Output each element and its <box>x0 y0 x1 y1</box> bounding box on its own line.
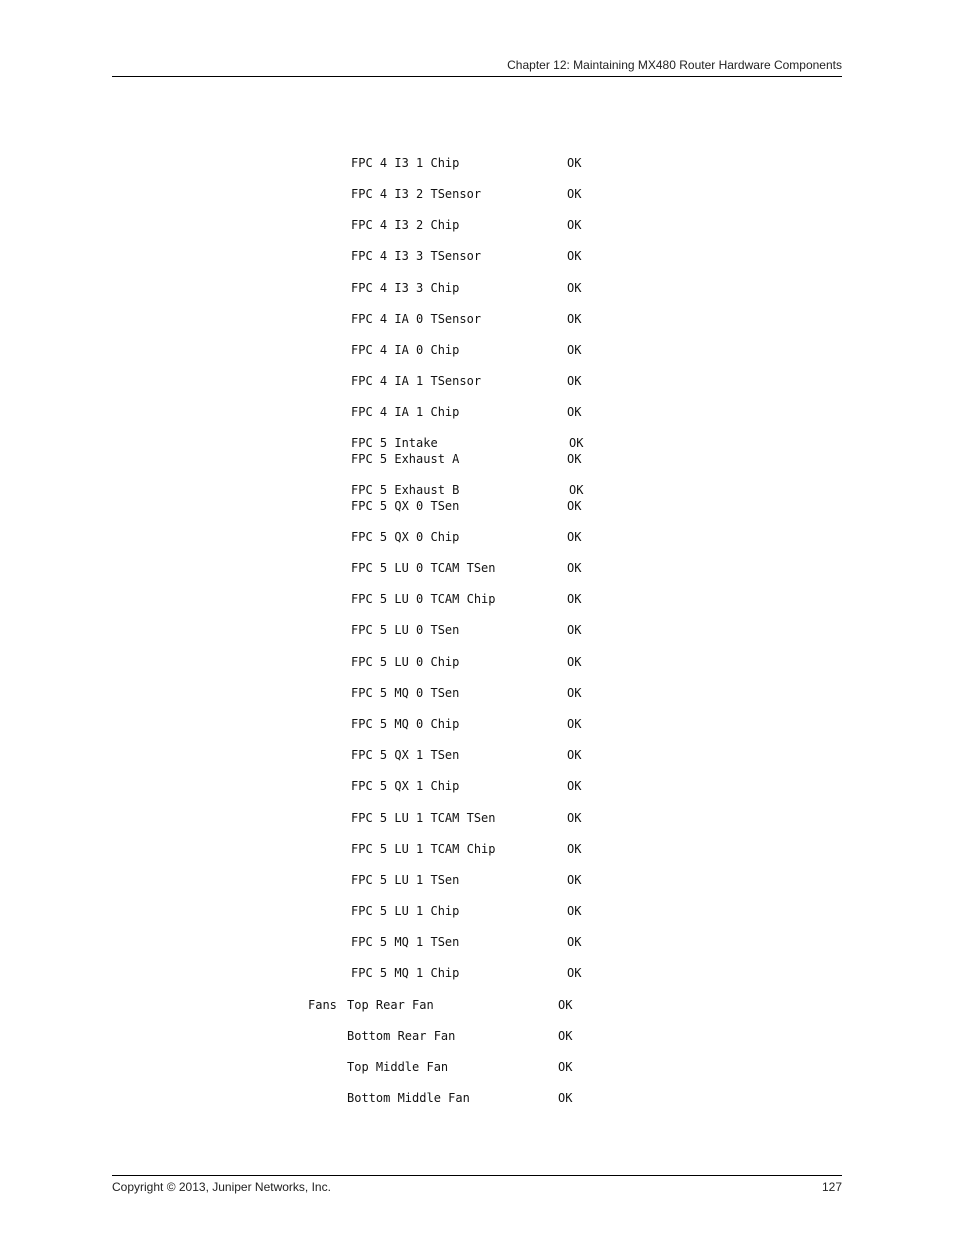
sensor-name: FPC 4 IA 0 Chip <box>351 343 460 357</box>
sensor-status: OK <box>567 343 582 357</box>
sensor-status: OK <box>567 717 582 731</box>
sensor-name: FPC 4 I3 3 TSensor <box>351 249 482 263</box>
sensor-status: OK <box>567 156 582 170</box>
sensor-status: OK <box>567 281 582 295</box>
sensor-name: FPC 5 LU 1 Chip <box>351 904 460 918</box>
sensor-status: OK <box>567 655 582 669</box>
sensor-name: FPC 5 LU 0 TCAM TSen <box>351 561 496 575</box>
sensor-status: OK <box>567 935 582 949</box>
sensor-status: OK <box>567 966 582 980</box>
sensor-status: OK <box>567 218 582 232</box>
fans-label: Fans <box>308 998 337 1012</box>
sensor-name: FPC 4 IA 0 TSensor <box>351 312 482 326</box>
sensor-name: FPC 5 MQ 0 Chip <box>351 717 460 731</box>
sensor-status: OK <box>567 374 582 388</box>
sensor-status: OK <box>567 187 582 201</box>
sensor-name: FPC 5 MQ 0 TSen <box>351 686 460 700</box>
sensor-status: OK <box>567 452 582 466</box>
sensor-status: OK <box>567 249 582 263</box>
sensor-status: OK <box>567 530 582 544</box>
sensor-name: FPC 5 Exhaust B <box>351 483 460 497</box>
sensor-status: OK <box>569 436 584 450</box>
sensor-name: FPC 5 QX 0 Chip <box>351 530 460 544</box>
fan-status: OK <box>558 998 573 1012</box>
sensor-name: FPC 5 Intake <box>351 436 438 450</box>
sensor-status: OK <box>567 686 582 700</box>
fan-name: Bottom Middle Fan <box>347 1091 470 1105</box>
fan-status: OK <box>558 1060 573 1074</box>
sensor-name: FPC 5 LU 0 TSen <box>351 623 460 637</box>
sensor-name: FPC 4 IA 1 Chip <box>351 405 460 419</box>
sensor-status: OK <box>567 623 582 637</box>
sensor-name: FPC 5 Exhaust A <box>351 452 460 466</box>
sensor-name: FPC 5 LU 0 TCAM Chip <box>351 592 496 606</box>
fan-name: Top Middle Fan <box>347 1060 449 1074</box>
sensor-status: OK <box>569 483 584 497</box>
page-number: 127 <box>821 1180 842 1194</box>
sensor-status: OK <box>567 499 582 513</box>
fan-status: OK <box>558 1029 573 1043</box>
copyright-text: Copyright © 2013, Juniper Networks, Inc. <box>112 1180 331 1194</box>
sensor-status: OK <box>567 748 582 762</box>
sensor-name: FPC 5 QX 0 TSen <box>351 499 460 513</box>
sensor-status: OK <box>567 842 582 856</box>
sensor-name: FPC 5 QX 1 Chip <box>351 779 460 793</box>
page-footer <box>112 1175 842 1194</box>
sensor-name: FPC 4 I3 1 Chip <box>351 156 460 170</box>
sensor-name: FPC 5 QX 1 TSen <box>351 748 460 762</box>
sensor-status: OK <box>567 779 582 793</box>
sensor-name: FPC 5 LU 1 TCAM TSen <box>351 811 496 825</box>
sensor-name: FPC 4 I3 2 Chip <box>351 218 460 232</box>
fan-name: Bottom Rear Fan <box>347 1029 456 1043</box>
sensor-name: FPC 5 LU 1 TCAM Chip <box>351 842 496 856</box>
sensor-name: FPC 5 MQ 1 TSen <box>351 935 460 949</box>
chapter-title: Chapter 12: Maintaining MX480 Router Hardware Components <box>507 58 842 72</box>
page-header <box>112 57 842 77</box>
sensor-name: FPC 4 I3 3 Chip <box>351 281 460 295</box>
sensor-status: OK <box>567 592 582 606</box>
sensor-name: FPC 5 MQ 1 Chip <box>351 966 460 980</box>
sensor-name: FPC 5 LU 0 Chip <box>351 655 460 669</box>
sensor-status: OK <box>567 811 582 825</box>
sensor-name: FPC 4 IA 1 TSensor <box>351 374 482 388</box>
sensor-name: FPC 5 LU 1 TSen <box>351 873 460 887</box>
sensor-status: OK <box>567 904 582 918</box>
sensor-status: OK <box>567 405 582 419</box>
sensor-name: FPC 4 I3 2 TSensor <box>351 187 482 201</box>
sensor-status: OK <box>567 873 582 887</box>
sensor-status: OK <box>567 561 582 575</box>
fan-name: Top Rear Fan <box>347 998 434 1012</box>
fan-status: OK <box>558 1091 573 1105</box>
sensor-status: OK <box>567 312 582 326</box>
